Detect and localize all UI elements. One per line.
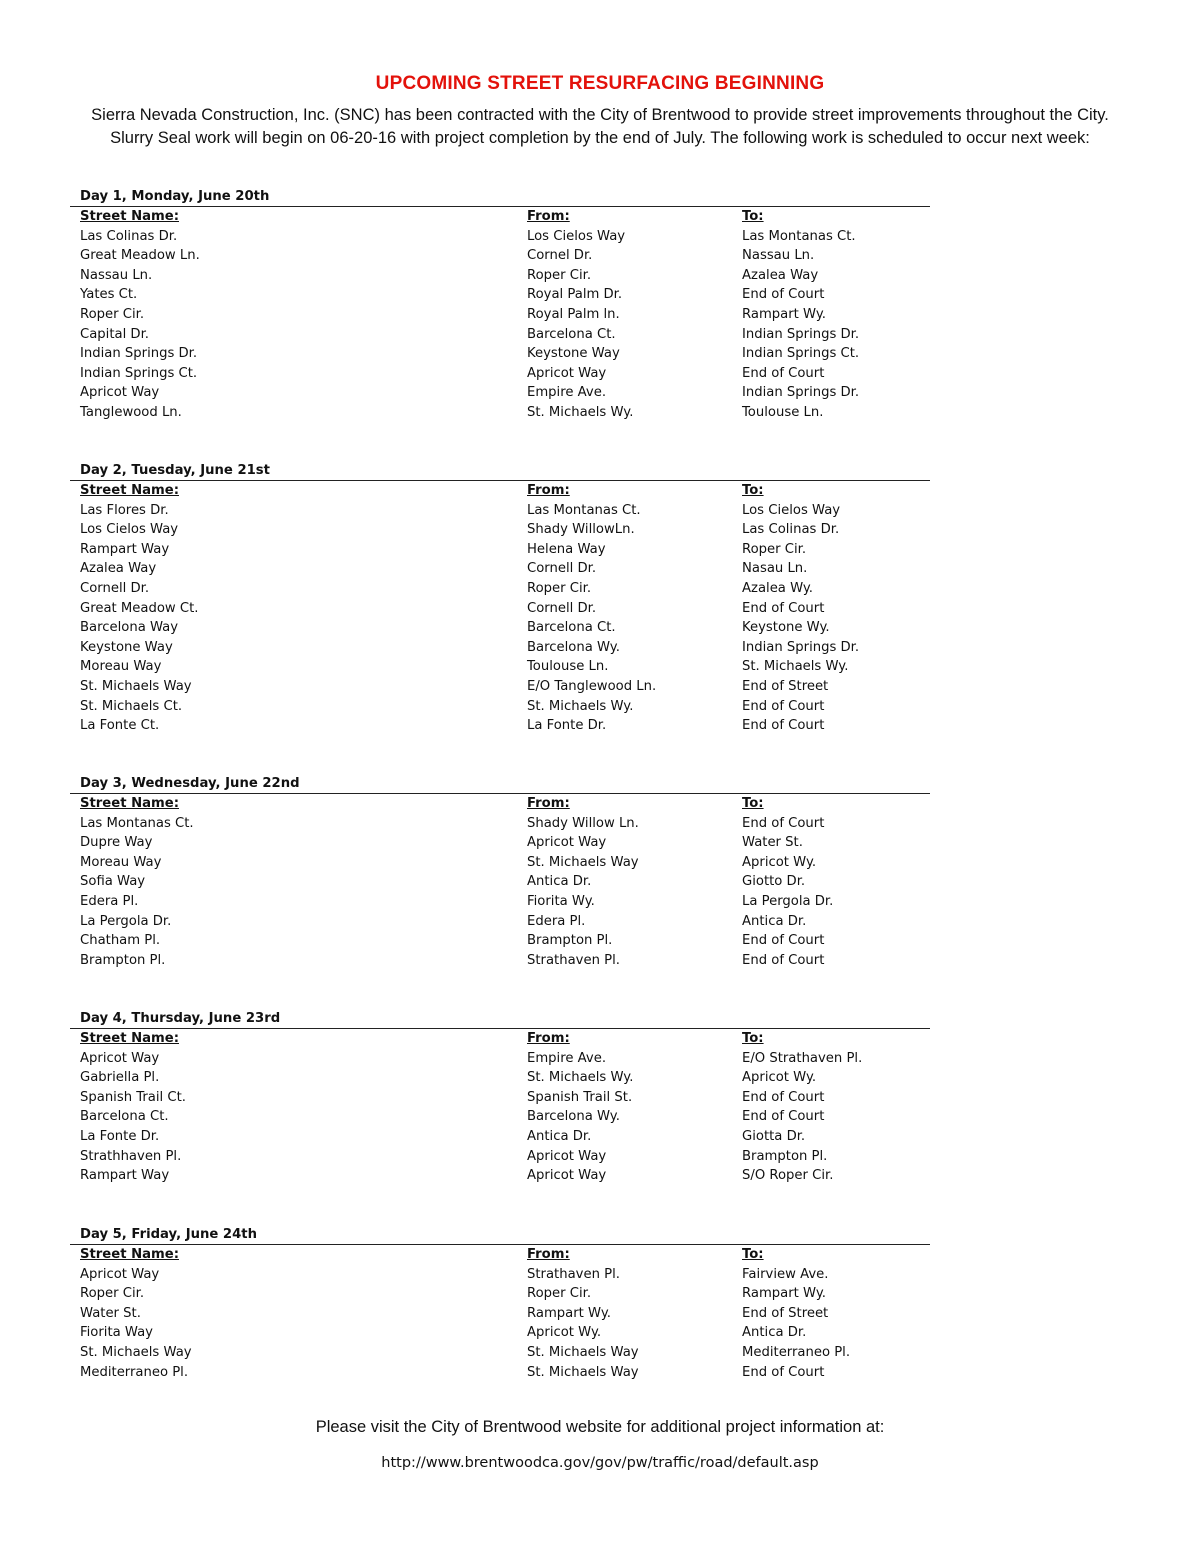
day-heading: Day 2, Tuesday, June 21st xyxy=(80,463,270,478)
from-cell: Edera Pl. xyxy=(527,913,586,929)
column-header-row xyxy=(80,207,930,227)
from-cell: Barcelona Ct. xyxy=(527,326,616,342)
street-name-header: Street Name: xyxy=(80,1031,179,1046)
table-row xyxy=(80,559,930,579)
column-header-row xyxy=(80,794,930,814)
table-row xyxy=(80,697,930,717)
to-cell: S/O Roper Cir. xyxy=(742,1168,834,1184)
from-header: From: xyxy=(527,209,570,224)
day-heading: Day 1, Monday, June 20th xyxy=(80,189,270,204)
from-cell: La Fonte Dr. xyxy=(527,718,607,734)
to-cell: End of Court xyxy=(742,600,825,616)
to-cell: End of Court xyxy=(742,1364,825,1380)
table-row xyxy=(80,872,930,892)
from-cell: Roper Cir. xyxy=(527,580,592,596)
to-cell: End of Street xyxy=(742,1305,829,1321)
from-cell: St. Michaels Wy. xyxy=(527,1070,634,1086)
to-cell: Apricot Wy. xyxy=(742,854,817,870)
from-cell: Apricot Way xyxy=(527,1168,607,1184)
to-cell: End of Court xyxy=(742,365,825,381)
street-name-cell: Moreau Way xyxy=(80,659,162,675)
street-name-cell: St. Michaels Way xyxy=(80,678,192,694)
from-cell: Fiorita Wy. xyxy=(527,893,595,909)
from-cell: Helena Way xyxy=(527,541,606,557)
street-name-cell: Nassau Ln. xyxy=(80,267,153,283)
day-section xyxy=(80,1225,930,1382)
from-cell: Barcelona Wy. xyxy=(527,1109,620,1125)
to-cell: End of Court xyxy=(742,1089,825,1105)
to-cell: Azalea Wy. xyxy=(742,580,813,596)
street-name-cell: Sofia Way xyxy=(80,874,146,890)
table-row xyxy=(80,1265,930,1285)
street-name-cell: St. Michaels Ct. xyxy=(80,698,183,714)
from-cell: Strathaven Pl. xyxy=(527,952,620,968)
from-cell: Barcelona Wy. xyxy=(527,639,620,655)
table-row xyxy=(80,1284,930,1304)
from-cell: Antica Dr. xyxy=(527,874,592,890)
to-cell: Keystone Wy. xyxy=(742,620,830,636)
street-name-cell: Chatham Pl. xyxy=(80,933,161,949)
street-name-cell: Edera Pl. xyxy=(80,893,139,909)
table-row xyxy=(80,266,930,286)
street-name-cell: La Fonte Dr. xyxy=(80,1128,160,1144)
table-row xyxy=(80,579,930,599)
to-cell: End of Court xyxy=(742,287,825,303)
to-header: To: xyxy=(742,483,764,498)
street-name-header: Street Name: xyxy=(80,1247,179,1262)
to-cell: End of Court xyxy=(742,933,825,949)
table-row xyxy=(80,1049,930,1069)
table-row xyxy=(80,285,930,305)
table-row xyxy=(80,912,930,932)
to-header: To: xyxy=(742,1031,764,1046)
to-cell: Toulouse Ln. xyxy=(742,404,824,420)
street-name-cell: Moreau Way xyxy=(80,854,162,870)
from-cell: Cornell Dr. xyxy=(527,561,597,577)
table-row xyxy=(80,853,930,873)
day-section xyxy=(80,1009,930,1186)
from-header: From: xyxy=(527,1031,570,1046)
street-name-cell: Las Colinas Dr. xyxy=(80,228,178,244)
to-header: To: xyxy=(742,209,764,224)
table-row xyxy=(80,403,930,423)
street-name-header: Street Name: xyxy=(80,796,179,811)
table-row xyxy=(80,657,930,677)
table-row xyxy=(80,716,930,736)
table-row xyxy=(80,677,930,697)
to-header: To: xyxy=(742,1247,764,1262)
street-name-cell: Dupre Way xyxy=(80,835,153,851)
to-cell: Las Montanas Ct. xyxy=(742,228,856,244)
from-cell: St. Michaels Way xyxy=(527,1344,639,1360)
to-cell: Apricot Wy. xyxy=(742,1070,817,1086)
to-cell: End of Court xyxy=(742,718,825,734)
street-name-cell: St. Michaels Way xyxy=(80,1344,192,1360)
street-name-cell: Brampton Pl. xyxy=(80,952,166,968)
footer-url-link[interactable]: http://www.brentwoodca.gov/gov/pw/traffic/road/default.asp xyxy=(381,1455,819,1471)
street-name-cell: Strathhaven Pl. xyxy=(80,1148,182,1164)
street-name-cell: Los Cielos Way xyxy=(80,522,179,538)
street-name-cell: Las Montanas Ct. xyxy=(80,815,194,831)
street-name-cell: Barcelona Ct. xyxy=(80,1109,169,1125)
table-row xyxy=(80,1343,930,1363)
street-name-cell: Azalea Way xyxy=(80,561,157,577)
from-cell: Apricot Way xyxy=(527,835,607,851)
from-cell: Apricot Way xyxy=(527,1148,607,1164)
street-name-cell: Tanglewood Ln. xyxy=(80,404,182,420)
to-cell: Indian Springs Dr. xyxy=(742,639,860,655)
table-row xyxy=(80,1107,930,1127)
table-row xyxy=(80,1068,930,1088)
to-cell: Water St. xyxy=(742,835,803,851)
table-row xyxy=(80,892,930,912)
from-cell: Roper Cir. xyxy=(527,1286,592,1302)
to-cell: Indian Springs Ct. xyxy=(742,346,860,362)
to-cell: End of Court xyxy=(742,698,825,714)
from-cell: Empire Ave. xyxy=(527,1050,607,1066)
from-cell: Las Montanas Ct. xyxy=(527,502,641,518)
street-name-cell: Apricot Way xyxy=(80,1050,160,1066)
to-cell: Antica Dr. xyxy=(742,913,807,929)
from-cell: St. Michaels Way xyxy=(527,1364,639,1380)
to-cell: Rampart Wy. xyxy=(742,306,826,322)
from-header: From: xyxy=(527,1247,570,1262)
street-name-cell: Apricot Way xyxy=(80,1266,160,1282)
table-row xyxy=(80,1304,930,1324)
from-header: From: xyxy=(527,796,570,811)
from-cell: Strathaven Pl. xyxy=(527,1266,620,1282)
from-cell: Keystone Way xyxy=(527,346,620,362)
table-row xyxy=(80,1127,930,1147)
table-row xyxy=(80,305,930,325)
table-row xyxy=(80,227,930,247)
day-section xyxy=(80,187,930,423)
from-cell: Roper Cir. xyxy=(527,267,592,283)
street-name-cell: La Fonte Ct. xyxy=(80,718,160,734)
table-row xyxy=(80,599,930,619)
from-cell: Spanish Trail St. xyxy=(527,1089,633,1105)
from-cell: Royal Palm ln. xyxy=(527,306,620,322)
table-row xyxy=(80,638,930,658)
street-name-cell: Capital Dr. xyxy=(80,326,149,342)
column-header-row xyxy=(80,481,930,501)
to-cell: Nasau Ln. xyxy=(742,561,808,577)
to-cell: Las Colinas Dr. xyxy=(742,522,840,538)
column-header-row xyxy=(80,1245,930,1265)
to-cell: Los Cielos Way xyxy=(742,502,841,518)
from-cell: Los Cielos Way xyxy=(527,228,626,244)
footer-text: Please visit the City of Brentwood website for additional project information at: xyxy=(315,1418,885,1436)
table-row xyxy=(80,1147,930,1167)
day-section xyxy=(80,774,930,970)
from-cell: St. Michaels Way xyxy=(527,854,639,870)
to-cell: End of Court xyxy=(742,815,825,831)
from-cell: Brampton Pl. xyxy=(527,933,613,949)
street-name-cell: Great Meadow Ln. xyxy=(80,248,200,264)
table-row xyxy=(80,618,930,638)
from-cell: Rampart Wy. xyxy=(527,1305,611,1321)
street-name-cell: Cornell Dr. xyxy=(80,580,150,596)
to-cell: Rampart Wy. xyxy=(742,1286,826,1302)
from-cell: Barcelona Ct. xyxy=(527,620,616,636)
street-name-cell: Roper Cir. xyxy=(80,1286,145,1302)
from-header: From: xyxy=(527,483,570,498)
table-row xyxy=(80,364,930,384)
street-name-cell: Rampart Way xyxy=(80,1168,170,1184)
to-cell: End of Court xyxy=(742,1109,825,1125)
street-name-cell: Fiorita Way xyxy=(80,1325,153,1341)
table-row xyxy=(80,833,930,853)
from-cell: Apricot Wy. xyxy=(527,1325,602,1341)
from-cell: St. Michaels Wy. xyxy=(527,404,634,420)
from-cell: Shady Willow Ln. xyxy=(527,815,639,831)
table-row xyxy=(80,325,930,345)
from-cell: Empire Ave. xyxy=(527,385,607,401)
table-row xyxy=(80,501,930,521)
table-row xyxy=(80,1088,930,1108)
to-cell: Nassau Ln. xyxy=(742,248,815,264)
street-name-header: Street Name: xyxy=(80,209,179,224)
column-header-row xyxy=(80,1029,930,1049)
to-cell: End of Street xyxy=(742,678,829,694)
from-cell: Toulouse Ln. xyxy=(527,659,609,675)
street-name-cell: Great Meadow Ct. xyxy=(80,600,199,616)
day-heading: Day 4, Thursday, June 23rd xyxy=(80,1011,281,1026)
to-cell: La Pergola Dr. xyxy=(742,893,834,909)
to-cell: Indian Springs Dr. xyxy=(742,385,860,401)
to-cell: St. Michaels Wy. xyxy=(742,659,849,675)
day-section xyxy=(80,461,930,736)
street-name-cell: Rampart Way xyxy=(80,541,170,557)
to-cell: E/O Strathaven Pl. xyxy=(742,1050,863,1066)
table-row xyxy=(80,246,930,266)
intro-paragraph: Sierra Nevada Construction, Inc. (SNC) has been contracted with the City of Brentwood to provide street improvements throughout the City. Slurry Seal work will begin on 06-20-16 with project completion by the end of July. The following work is scheduled to occur next week: xyxy=(91,106,1109,147)
table-row xyxy=(80,540,930,560)
table-row xyxy=(80,520,930,540)
street-name-cell: Spanish Trail Ct. xyxy=(80,1089,186,1105)
street-name-cell: Las Flores Dr. xyxy=(80,502,169,518)
to-cell: Indian Springs Dr. xyxy=(742,326,860,342)
from-cell: Antica Dr. xyxy=(527,1128,592,1144)
table-row xyxy=(80,951,930,971)
street-name-cell: Barcelona Way xyxy=(80,620,179,636)
street-name-cell: Gabriella Pl. xyxy=(80,1070,160,1086)
street-name-cell: Water St. xyxy=(80,1305,141,1321)
street-name-cell: Apricot Way xyxy=(80,385,160,401)
table-row xyxy=(80,1323,930,1343)
to-cell: Mediterraneo Pl. xyxy=(742,1344,851,1360)
from-cell: Shady WillowLn. xyxy=(527,522,635,538)
to-cell: End of Court xyxy=(742,952,825,968)
table-row xyxy=(80,1363,930,1383)
street-name-cell: Indian Springs Dr. xyxy=(80,346,198,362)
street-name-cell: La Pergola Dr. xyxy=(80,913,172,929)
table-row xyxy=(80,1166,930,1186)
to-cell: Fairview Ave. xyxy=(742,1266,829,1282)
from-cell: E/O Tanglewood Ln. xyxy=(527,678,657,694)
street-name-cell: Yates Ct. xyxy=(80,287,138,303)
to-header: To: xyxy=(742,796,764,811)
from-cell: Royal Palm Dr. xyxy=(527,287,623,303)
street-name-cell: Roper Cir. xyxy=(80,306,145,322)
from-cell: Apricot Way xyxy=(527,365,607,381)
day-heading: Day 5, Friday, June 24th xyxy=(80,1227,257,1242)
to-cell: Azalea Way xyxy=(742,267,819,283)
to-cell: Brampton Pl. xyxy=(742,1148,828,1164)
table-row xyxy=(80,344,930,364)
table-row xyxy=(80,814,930,834)
street-name-cell: Keystone Way xyxy=(80,639,173,655)
to-cell: Giotto Dr. xyxy=(742,874,806,890)
from-cell: Cornell Dr. xyxy=(527,600,597,616)
from-cell: Cornel Dr. xyxy=(527,248,593,264)
street-name-header: Street Name: xyxy=(80,483,179,498)
to-cell: Giotta Dr. xyxy=(742,1128,806,1144)
street-name-cell: Mediterraneo Pl. xyxy=(80,1364,189,1380)
table-row xyxy=(80,383,930,403)
table-row xyxy=(80,931,930,951)
to-cell: Roper Cir. xyxy=(742,541,807,557)
from-cell: St. Michaels Wy. xyxy=(527,698,634,714)
to-cell: Antica Dr. xyxy=(742,1325,807,1341)
day-heading: Day 3, Wednesday, June 22nd xyxy=(80,776,300,791)
street-name-cell: Indian Springs Ct. xyxy=(80,365,198,381)
page-title: UPCOMING STREET RESURFACING BEGINNING xyxy=(375,73,825,94)
